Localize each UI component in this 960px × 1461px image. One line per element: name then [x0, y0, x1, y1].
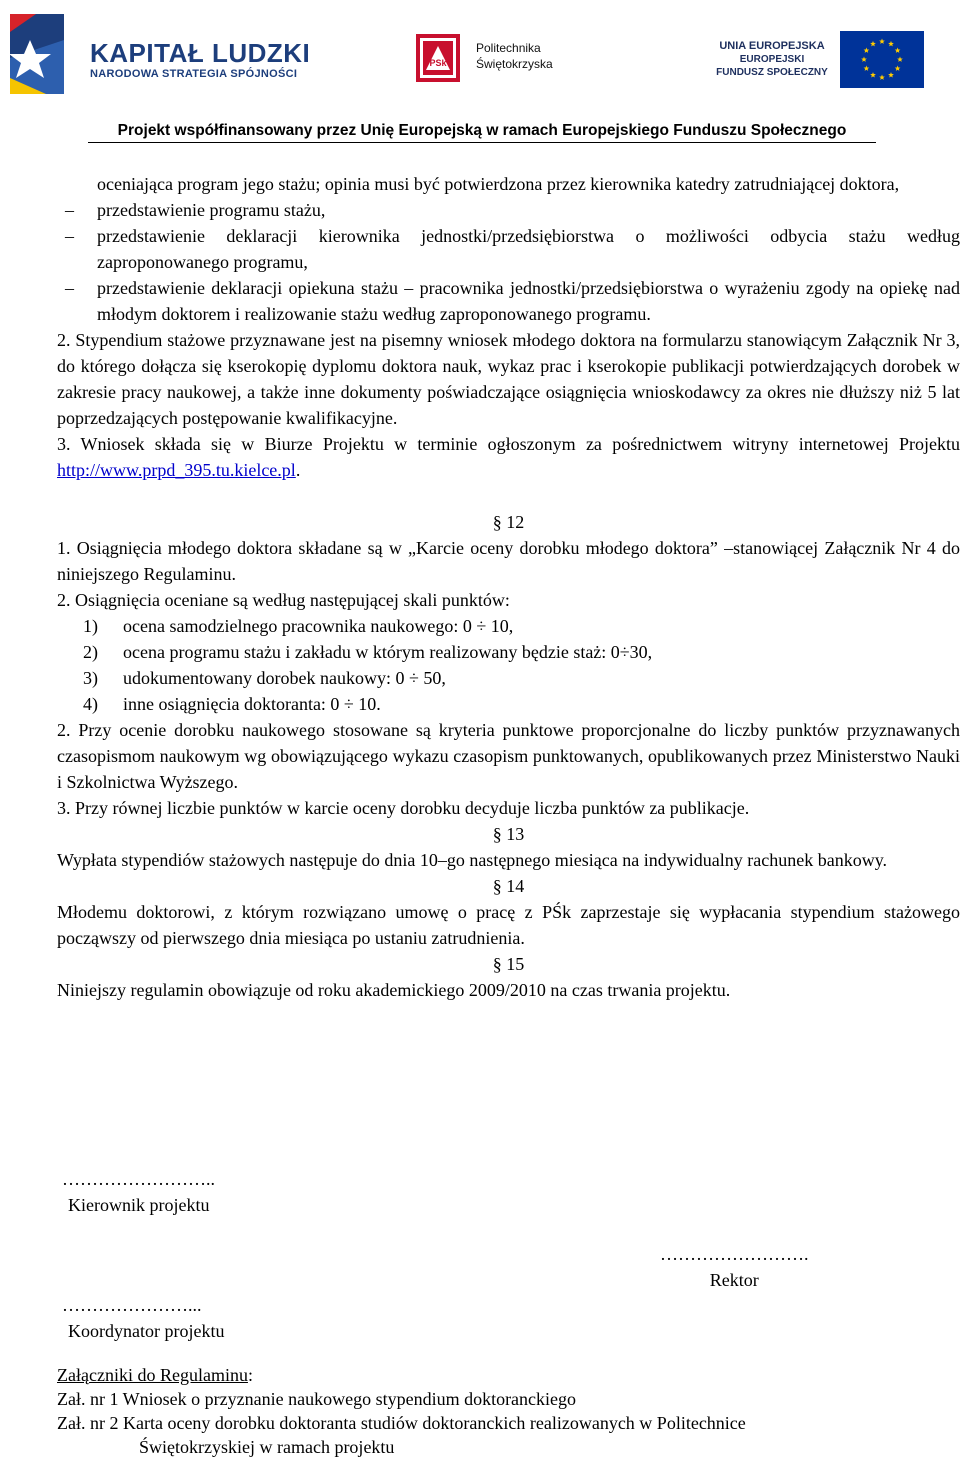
document-body — [57, 171, 960, 1003]
item-number: 3) — [83, 668, 98, 688]
item-text: udokumentowany dorobek naukowy: 0 ÷ 50, — [123, 668, 446, 688]
section-12-paragraph-4: 3. Przy równej liczbie punktów w karcie oceny dorobku decyduje liczba punktów za publikacje. — [57, 798, 750, 818]
attachment-item-continuation: Świętokrzyskiej w ramach projektu — [139, 1437, 395, 1457]
signature-label: Kierownik projektu — [68, 1195, 210, 1215]
attachments-block — [57, 1363, 746, 1459]
ue-line3: FUNDUSZ SPOŁECZNY — [716, 67, 828, 78]
dash-bullet: – — [65, 278, 74, 298]
attachments-title: Załączniki do Regulaminu — [57, 1365, 248, 1385]
points-scale-item — [83, 613, 960, 639]
criteria-continuation: oceniająca program jego stażu; opinia musi być potwierdzona przez kierownika katedry zatrudniającej doktora, — [97, 174, 900, 194]
section-14-title: § 14 — [492, 876, 525, 896]
points-scale-item — [83, 639, 960, 665]
kapital-ludzki-title: KAPITAŁ LUDZKI — [90, 38, 311, 68]
dash-item-text: przedstawienie deklaracji opiekuna stażu – pracownika jednostki/przedsiębiorstwa o wyrażeniu zgody na opiekę nad młodym doktorem i realizowanie stażu według zaproponowanego programu. — [97, 278, 960, 324]
ue-line2: EUROPEJSKI — [739, 54, 805, 65]
eu-flag-icon — [840, 31, 924, 88]
kapital-ludzki-subtitle: NARODOWA STRATEGIA SPÓJNOŚCI — [90, 68, 298, 80]
politechnika-name — [476, 40, 553, 72]
item-number: 4) — [83, 694, 98, 714]
attachment-item: Zał. nr 1 Wniosek o przyznanie naukowego stypendium doktoranckiego — [57, 1389, 577, 1409]
signature-dots: ……………………. — [660, 1244, 809, 1264]
section-12-paragraph-2: 2. Osiągnięcia oceniane są według następującej skali punktów: — [57, 590, 510, 610]
item-text: ocena samodzielnego pracownika naukowego: 0 ÷ 10, — [123, 616, 514, 636]
eu-text-block — [712, 40, 832, 79]
page-header — [0, 0, 960, 150]
points-scale-item — [83, 665, 960, 691]
dash-list-item — [57, 275, 960, 327]
rektor-signature — [660, 1241, 809, 1293]
item-text: ocena programu stażu i zakładu w którym realizowany będzie staż: 0÷30, — [123, 642, 653, 662]
section-13-title: § 13 — [492, 824, 525, 844]
section-13-text: Wypłata stypendiów stażowych następuje do dnia 10–go następnego miesiąca na indywidualny rachunek bankowy. — [57, 850, 888, 870]
item-number: 2) — [83, 642, 98, 662]
paragraph-3-text: 3. Wniosek składa się w Biurze Projektu w terminie ogłoszonym za pośrednictwem witryny internetowej Projektu — [57, 434, 960, 454]
signature-dots: …………………….. — [62, 1169, 215, 1189]
section-15-text: Niniejszy regulamin obowiązuje od roku akademickiego 2009/2010 na czas trwania projektu. — [57, 980, 731, 1000]
dash-list-item — [57, 197, 960, 223]
koordynator-signature — [62, 1292, 224, 1344]
section-12-paragraph-1: 1. Osiągnięcia młodego doktora składane są w „Karcie oceny dorobku młodego doktora” –stanowiącej Załącznik Nr 4 do niniejszego Regulaminu. — [57, 538, 960, 584]
signature-label: Rektor — [709, 1270, 759, 1290]
ue-line1: UNIA EUROPEJSKA — [719, 40, 825, 52]
attachments-heading — [57, 1363, 746, 1387]
section-14-text: Młodemu doktorowi, z którym rozwiązano umowę o pracę z PŚk zaprzestaje się wypłacania stypendium stażowego począwszy od pierwszego dnia miesiąca po ustaniu zatrudnienia. — [57, 902, 960, 948]
points-scale-item — [83, 691, 960, 717]
politechnika-line2: Świętokrzyska — [476, 57, 553, 71]
dash-list-item — [57, 223, 960, 275]
points-scale-list — [57, 613, 960, 717]
item-number: 1) — [83, 616, 98, 636]
project-cofinancing-line: Projekt współfinansowany przez Unię Europejską w ramach Europejskiego Funduszu Społecznego — [88, 122, 876, 143]
paragraph-3-end: . — [295, 460, 301, 480]
section-12-paragraph-3: 2. Przy ocenie dorobku naukowego stosowane są kryteria punktowe proporcjonalne do liczby punktów przyznawanych czasopismom naukowym wg obowiązującego wykazu czasopism punktowanych, opublikowanych przez Ministerstwo Nauki i Szkolnictwa Wyższego. — [57, 720, 960, 792]
psk-mark: PSk — [429, 58, 447, 68]
project-website-link[interactable]: http://www.prpd_395.tu.kielce.pl — [57, 460, 296, 480]
dash-item-text: przedstawienie deklaracji kierownika jednostki/przedsiębiorstwa o możliwości odbycia stażu według zaproponowanego programu, — [97, 226, 960, 272]
politechnika-logo — [416, 34, 460, 82]
item-text: inne osiągnięcia doktoranta: 0 ÷ 10. — [123, 694, 381, 714]
dash-bullet: – — [65, 226, 74, 246]
spacer — [57, 483, 960, 509]
dash-bullet: – — [65, 200, 74, 220]
signature-label: Koordynator projektu — [68, 1321, 225, 1341]
attachment-item: Zał. nr 2 Karta oceny dorobku doktoranta studiów doktoranckich realizowanych w Politechnice — [57, 1413, 746, 1433]
kierownik-signature — [62, 1166, 215, 1218]
kapital-ludzki-logo — [6, 10, 68, 98]
politechnika-line1: Politechnika — [476, 41, 541, 55]
attachments-title-colon: : — [247, 1365, 253, 1385]
signature-dots: …………………... — [62, 1295, 202, 1315]
section-12-title: § 12 — [492, 512, 525, 532]
dash-item-text: przedstawienie programu stażu, — [97, 200, 326, 220]
section-15-title: § 15 — [492, 954, 525, 974]
paragraph-3 — [57, 431, 960, 483]
paragraph-2: 2. Stypendium stażowe przyznawane jest na pisemny wniosek młodego doktora na formularzu stanowiącym Załącznik Nr 3, do którego dołącza się kserokopię dyplomu doktora nauk, wykaz prac i kserokopie publikacji potwierdzających dorobek w zakresie pracy naukowej, a także inne dokumenty poświadczające osiągnięcia wnioskodawcy za okres nie dłuższy niż 5 lat poprzedzających postępowanie kwalifikacyjne. — [57, 330, 960, 428]
